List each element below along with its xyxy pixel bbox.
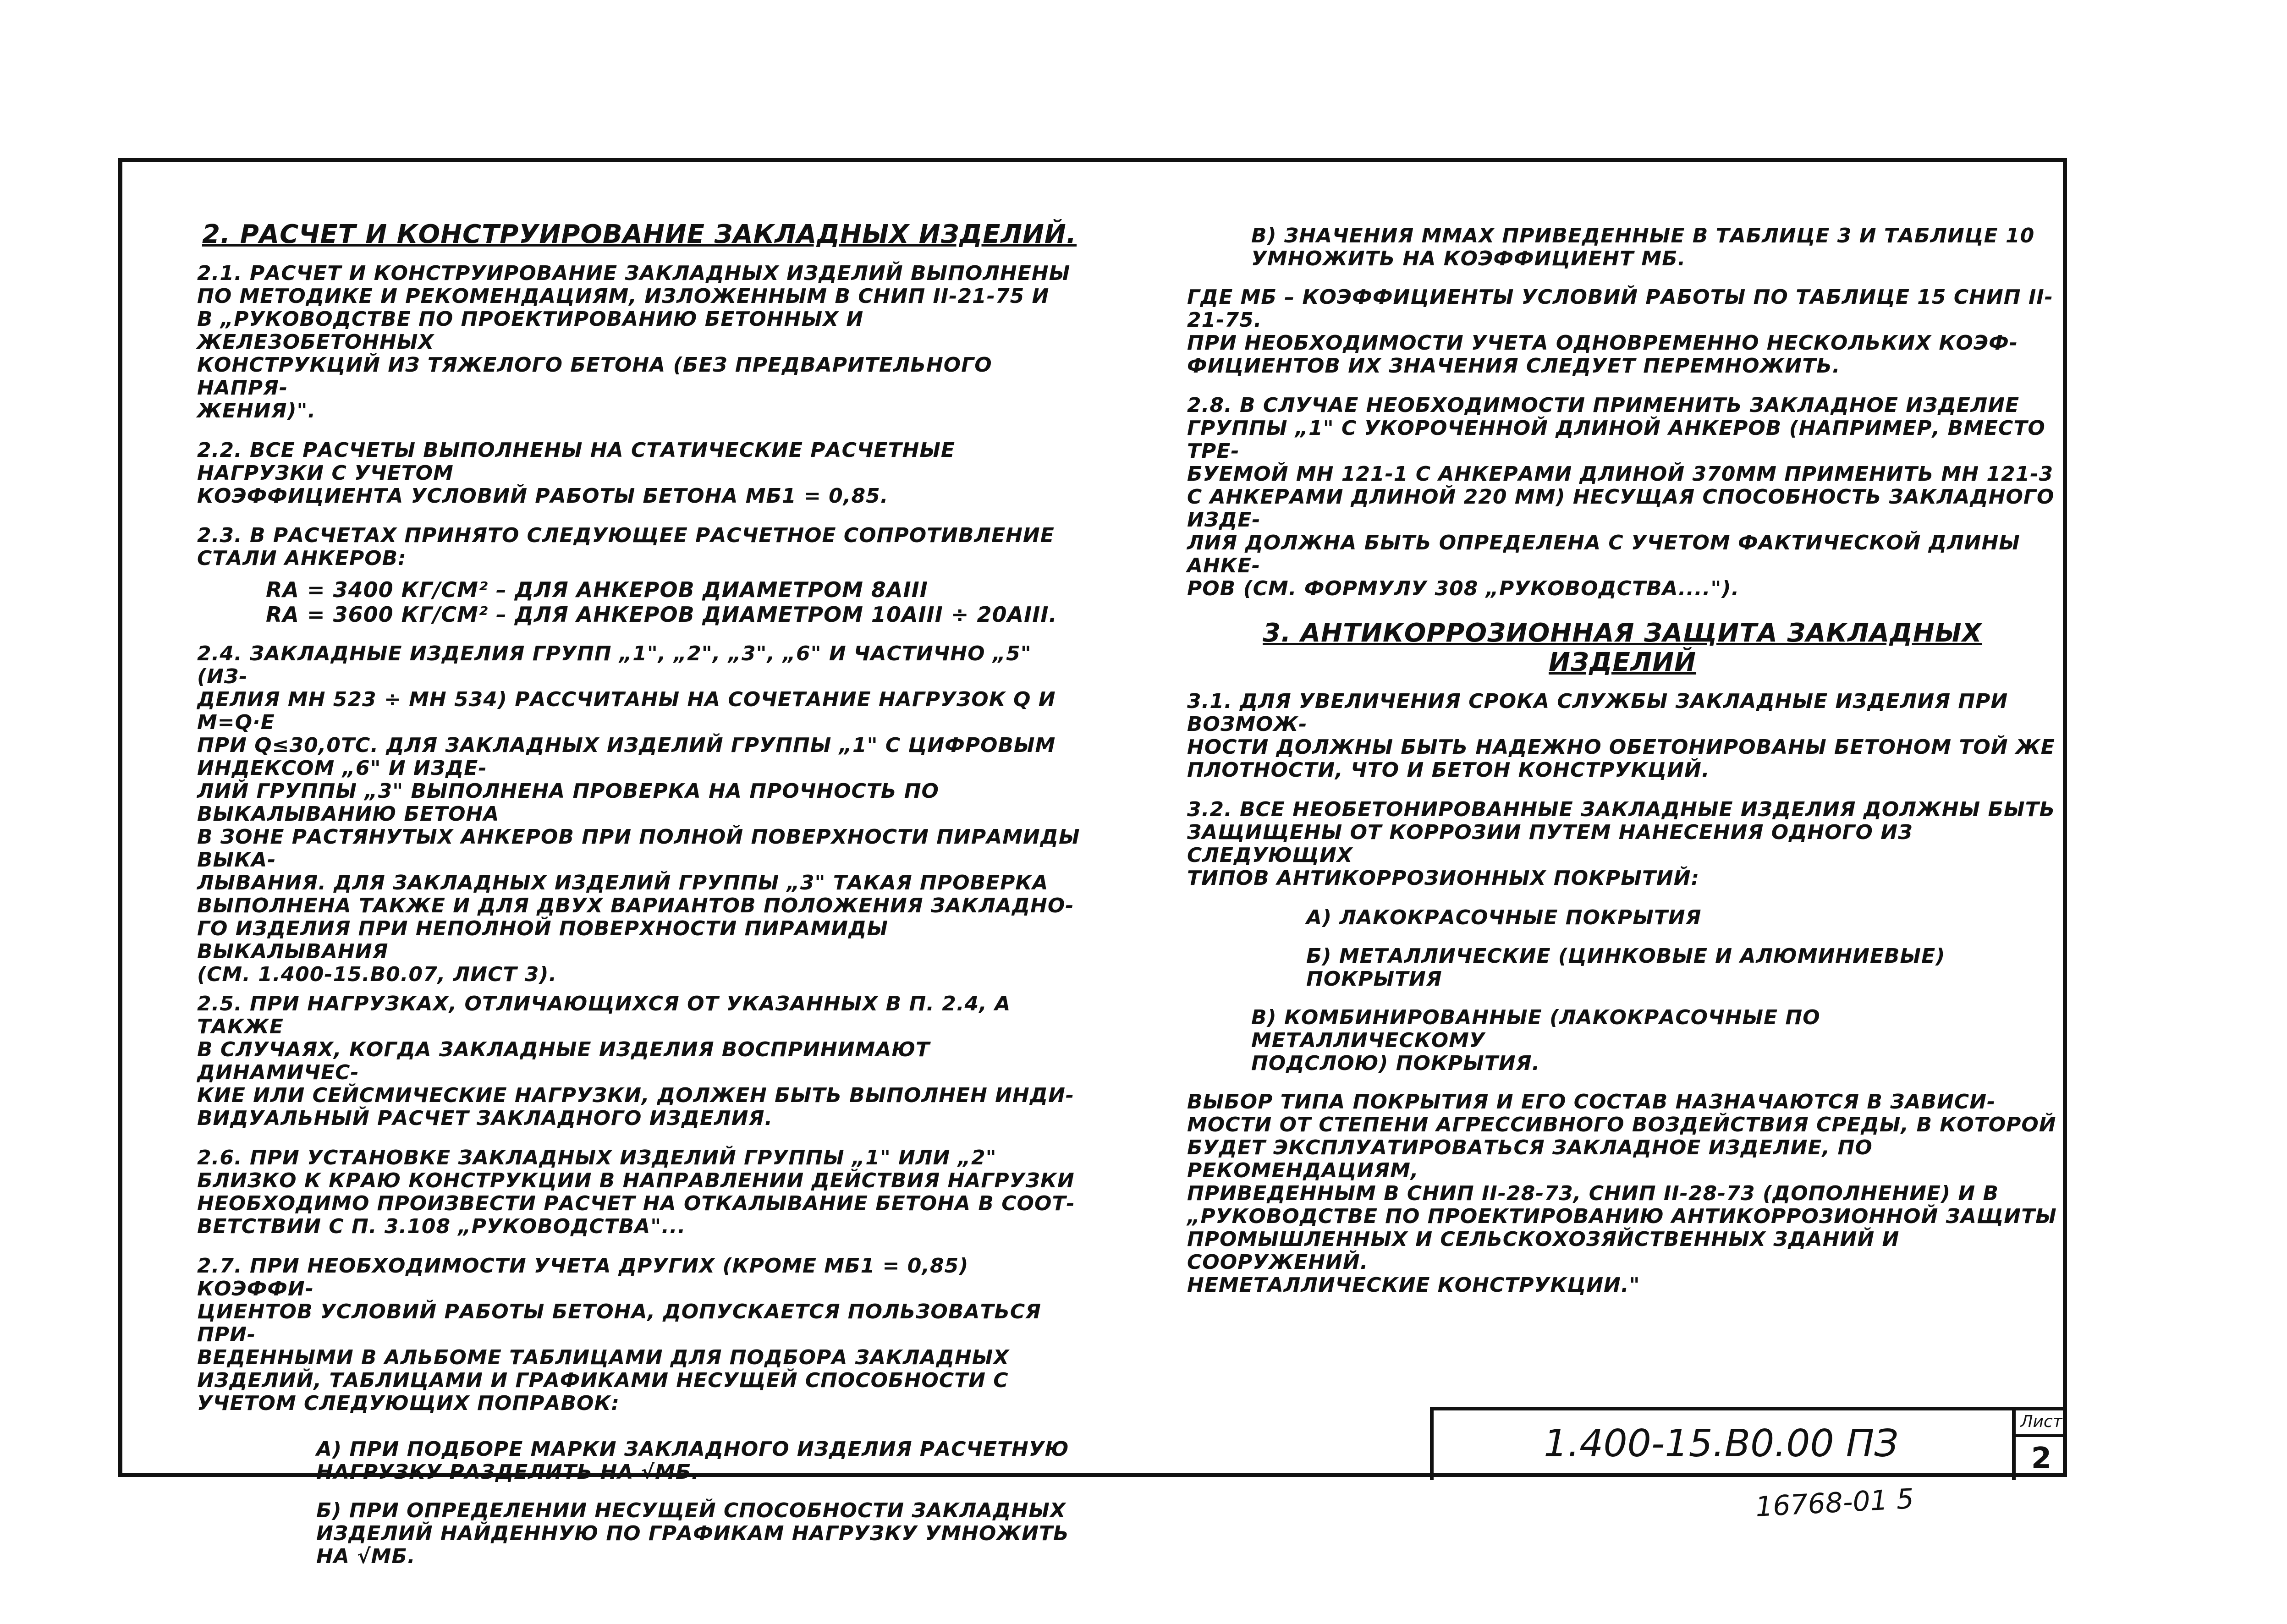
paragraph-2-7: 2.7. ПРИ НЕОБХОДИМОСТИ УЧЕТА ДРУГИХ (КРОМЕ MБ1 = 0,85) КОЭФФИ- ЦИЕНТОВ УСЛОВИЙ РАБОТЫ БЕТОНА, ДОПУСКАЕТСЯ ПОЛЬЗОВАТЬСЯ ПРИ- ВЕДЕННЫМИ В АЛЬБОМЕ ТАБЛИЦАМИ ДЛЯ ПОДБОРА ЗАКЛАДНЫХ ИЗДЕЛИЙ, ТАБЛИЦАМИ И ГРАФИКАМИ НЕСУЩЕЙ СПОСОБНОСТИ С УЧЕТОМ СЛЕДУЮЩИХ ПОПРАВОК: [197,1254,1042,1415]
formula-anchor-8: RA = 3400 КГ/СМ² – ДЛЯ АНКЕРОВ ДИАМЕТРОМ 8AIII [266,577,928,602]
paragraph-2-5: 2.5. ПРИ НАГРУЗКАХ, ОТЛИЧАЮЩИХСЯ ОТ УКАЗАННЫХ В П. 2.4, А ТАКЖЕ В СЛУЧАЯХ, КОГДА ЗАКЛАДНЫЕ ИЗДЕЛИЯ ВОСПРИНИМАЮТ ДИНАМИЧЕС- КИЕ ИЛИ СЕЙСМИЧЕСКИЕ НАГРУЗКИ, ДОЛЖЕН БЫТЬ ВЫПОЛНЕН ИНДИ- ВИДУАЛЬНЫЙ РАСЧЕТ ЗАКЛАДНОГО ИЗДЕЛИЯ. [197,992,1075,1130]
document-code: 1.400-15.В0.00 ПЗ [1544,1421,1898,1465]
formula-anchor-10-20: RA = 3600 КГ/СМ² – ДЛЯ АНКЕРОВ ДИАМЕТРОМ 10AIII ÷ 20AIII. [266,602,1057,627]
paragraph-2-3: 2.3. В РАСЧЕТАХ ПРИНЯТО СЛЕДУЮЩЕЕ РАСЧЕТНОЕ СОПРОТИВЛЕНИЕ СТАЛИ АНКЕРОВ: [197,524,1055,570]
paragraph-3-2: 3.2. ВСЕ НЕОБЕТОНИРОВАННЫЕ ЗАКЛАДНЫЕ ИЗДЕЛИЯ ДОЛЖНЫ БЫТЬ ЗАЩИЩЕНЫ ОТ КОРРОЗИИ ПУТЕМ НАНЕСЕНИЯ ОДНОГО ИЗ СЛЕДУЮЩИХ ТИПОВ АНТИКОРРОЗИОННЫХ ПОКРЫТИЙ: [1187,798,2056,890]
sheet-label: Лист [2016,1410,2067,1437]
coating-type-b: Б) МЕТАЛЛИЧЕСКИЕ (ЦИНКОВЫЕ И АЛЮМИНИЕВЫЕ) ПОКРЫТИЯ [1306,944,1946,991]
paragraph-3-1: 3.1. ДЛЯ УВЕЛИЧЕНИЯ СРОКА СЛУЖБЫ ЗАКЛАДНЫЕ ИЗДЕЛИЯ ПРИ ВОЗМОЖ- НОСТИ ДОЛЖНЫ БЫТЬ НАДЕЖНО ОБЕТОНИРОВАНЫ БЕТОНОМ ТОЙ ЖЕ ПЛОТНОСТИ, ЧТО И БЕТОН КОНСТРУКЦИЙ. [1187,690,2055,782]
correction-item-a: А) ПРИ ПОДБОРЕ МАРКИ ЗАКЛАДНОГО ИЗДЕЛИЯ РАСЧЕТНУЮ НАГРУЗКУ РАЗДЕЛИТЬ НА √MБ. [316,1437,1069,1484]
sheet-number: 2 [2031,1442,2052,1476]
coating-type-a: А) ЛАКОКРАСОЧНЫЕ ПОКРЫТИЯ [1306,906,1702,929]
closing-paragraph: ВЫБОР ТИПА ПОКРЫТИЯ И ЕГО СОСТАВ НАЗНАЧАЮТСЯ В ЗАВИСИ- МОСТИ ОТ СТЕПЕНИ АГРЕССИВНОГО ВОЗДЕЙСТВИЯ СРЕДЫ, В КОТОРОЙ БУДЕТ ЭКСПЛУАТИРОВАТЬСЯ ЗАКЛАДНОЕ ИЗДЕЛИЕ, ПО РЕКОМЕНДАЦИЯМ, ПРИВЕДЕННЫМ В СНИП II-28-73, СНИП II-28-73 (ДОПОЛНЕНИЕ) И В „РУКОВОДСТВЕ ПО ПРОЕКТИРОВАНИЮ АНТИКОРРОЗИОННОЙ ЗАЩИТЫ ПРОМЫШЛЕННЫХ И СЕЛЬСКОХОЗЯЙСТВЕННЫХ ЗДАНИЙ И СООРУЖЕНИЙ. НЕМЕТАЛЛИЧЕСКИЕ КОНСТРУКЦИИ." [1187,1090,2057,1297]
section-2-heading: 2. РАСЧЕТ И КОНСТРУИРОВАНИЕ ЗАКЛАДНЫХ ИЗДЕЛИЙ. [202,219,1077,249]
paragraph-2-6: 2.6. ПРИ УСТАНОВКЕ ЗАКЛАДНЫХ ИЗДЕЛИЙ ГРУППЫ „1" ИЛИ „2" БЛИЗКО К КРАЮ КОНСТРУКЦИИ В НАПРАВЛЕНИИ ДЕЙСТВИЯ НАГРУЗКИ НЕОБХОДИМО ПРОИЗВЕСТИ РАСЧЕТ НА ОТКАЛЫВАНИЕ БЕТОНА В СООТ- ВЕТСТВИИ С П. 3.108 „РУКОВОДСТВА"... [197,1146,1075,1238]
left-column [197,220,1082,1584]
section-3-heading: 3. АНТИКОРРОЗИОННАЯ ЗАЩИТА ЗАКЛАДНЫХ ИЗДЕЛИЙ [1263,618,1982,677]
correction-item-v: В) ЗНАЧЕНИЯ MMAX ПРИВЕДЕННЫЕ В ТАБЛИЦЕ 3 И ТАБЛИЦЕ 10 УМНОЖИТЬ НА КОЭФФИЦИЕНТ MБ. [1251,224,2035,270]
correction-item-b: Б) ПРИ ОПРЕДЕЛЕНИИ НЕСУЩЕЙ СПОСОБНОСТИ ЗАКЛАДНЫХ ИЗДЕЛИЙ НАЙДЕННУЮ ПО ГРАФИКАМ НАГРУЗКУ УМНОЖИТЬ НА √MБ. [316,1499,1069,1568]
paragraph-2-2: 2.2. ВСЕ РАСЧЕТЫ ВЫПОЛНЕНЫ НА СТАТИЧЕСКИЕ РАСЧЕТНЫЕ НАГРУЗКИ С УЧЕТОМ КОЭФФИЦИЕНТА УСЛОВИЙ РАБОТЫ БЕТОНА MБ1 = 0,85. [197,439,955,508]
coating-type-v: В) КОМБИНИРОВАННЫЕ (ЛАКОКРАСОЧНЫЕ ПО МЕТАЛЛИЧЕСКОМУ ПОДСЛОЮ) ПОКРЫТИЯ. [1251,1006,1820,1075]
paragraph-2-8: 2.8. В СЛУЧАЕ НЕОБХОДИМОСТИ ПРИМЕНИТЬ ЗАКЛАДНОЕ ИЗДЕЛИЕ ГРУППЫ „1" С УКОРОЧЕННОЙ ДЛИНОЙ АНКЕРОВ (НАПРИМЕР, ВМЕСТО ТРЕ- БУЕМОЙ МН 121-1 С АНКЕРАМИ ДЛИНОЙ 370ММ ПРИМЕНИТЬ МН 121-3 С АНКЕРАМИ ДЛИНОЙ 220 ММ) НЕСУЩАЯ СПОСОБНОСТЬ ЗАКЛАДНОГО ИЗДЕ- ЛИЯ ДОЛЖНА БЫТЬ ОПРЕДЕЛЕНА С УЧЕТОМ ФАКТИЧЕСКОЙ ДЛИНЫ АНКЕ- РОВ (СМ. ФОРМУЛУ 308 „РУКОВОДСТВА...."). [1187,394,2055,600]
coefficient-note: ГДЕ MБ – КОЭФФИЦИЕНТЫ УСЛОВИЙ РАБОТЫ ПО ТАБЛИЦЕ 15 СНИП II-21-75. ПРИ НЕОБХОДИМОСТИ УЧЕТА ОДНОВРЕМЕННО НЕСКОЛЬКИХ КОЭФ- ФИЦИЕНТОВ ИХ ЗНАЧЕНИЯ СЛЕДУЕТ ПЕРЕМНОЖИТЬ. [1187,285,2053,378]
paragraph-2-4: 2.4. ЗАКЛАДНЫЕ ИЗДЕЛИЯ ГРУПП „1", „2", „3", „6" И ЧАСТИЧНО „5" (ИЗ- ДЕЛИЯ МН 523 ÷ МН 534) РАССЧИТАНЫ НА СОЧЕТАНИЕ НАГРУЗОК Q И М=Q·Е ПРИ Q≤30,0ТС. ДЛЯ ЗАКЛАДНЫХ ИЗДЕЛИЙ ГРУППЫ „1" С ЦИФРОВЫМ ИНДЕКСОМ „6" И ИЗДЕ- ЛИЙ ГРУППЫ „3" ВЫПОЛНЕНА ПРОВЕРКА НА ПРОЧНОСТЬ ПО ВЫКАЛЫВАНИЮ БЕТОНА В ЗОНЕ РАСТЯНУТЫХ АНКЕРОВ ПРИ ПОЛНОЙ ПОВЕРХНОСТИ ПИРАМИДЫ ВЫКА- ЛЫВАНИЯ. ДЛЯ ЗАКЛАДНЫХ ИЗДЕЛИЙ ГРУППЫ „3" ТАКАЯ ПРОВЕРКА ВЫПОЛНЕНА ТАКЖЕ И ДЛЯ ДВУХ ВАРИАНТОВ ПОЛОЖЕНИЯ ЗАКЛАДНО- ГО ИЗДЕЛИЯ ПРИ НЕПОЛНОЙ ПОВЕРХНОСТИ ПИРАМИДЫ ВЫКАЛЫВАНИЯ (СМ. 1.400-15.В0.07, ЛИСТ 3). [197,642,1080,986]
right-column [1187,225,2058,1313]
inventory-number: 16768-01 5 [1754,1482,1915,1524]
paragraph-2-1: 2.1. РАСЧЕТ И КОНСТРУИРОВАНИЕ ЗАКЛАДНЫХ ИЗДЕЛИЙ ВЫПОЛНЕНЫ ПО МЕТОДИКЕ И РЕКОМЕНДАЦИЯМ, ИЗЛОЖЕННЫМ В СНИП II-21-75 И В „РУКОВОДСТВЕ ПО ПРОЕКТИРОВАНИЮ БЕТОННЫХ И ЖЕЛЕЗОБЕТОННЫХ КОНСТРУКЦИЙ ИЗ ТЯЖЕЛОГО БЕТОНА (БЕЗ ПРЕДВАРИТЕЛЬНОГО НАПРЯ- ЖЕНИЯ)". [197,262,1071,422]
